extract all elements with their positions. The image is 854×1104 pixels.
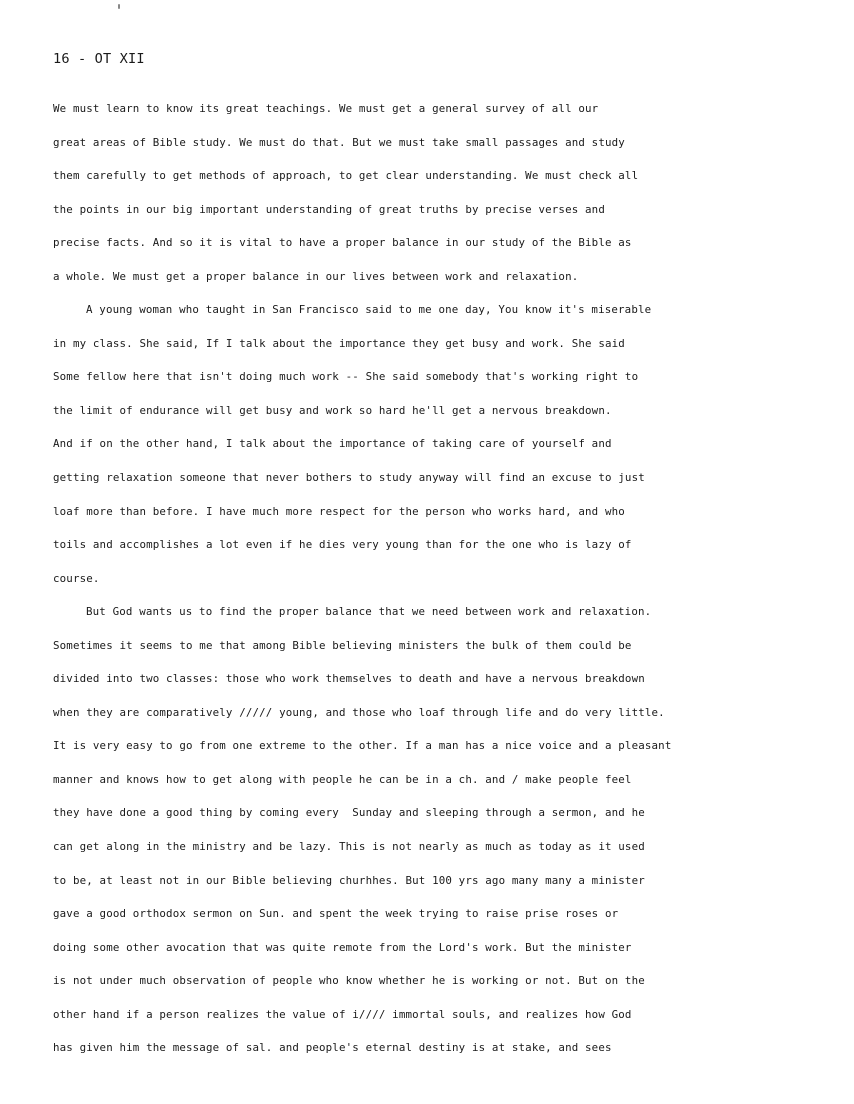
text-line: toils and accomplishes a lot even if he dies very young than for the one who is lazy of [53, 538, 632, 552]
text-line: is not under much observation of people who know whether he is working or not. But on the [53, 974, 645, 988]
text-line: great areas of Bible study. We must do that. But we must take small passages and study [53, 135, 625, 149]
text-line: other hand if a person realizes the value of i//// immortal souls, and realizes how God [53, 1007, 632, 1021]
text-line: divided into two classes: those who work themselves to death and have a nervous breakdown [53, 672, 645, 686]
body-text [53, 97, 853, 1070]
text-line: loaf more than before. I have much more respect for the person who works hard, and who [53, 504, 625, 518]
text-line: when they are comparatively ///// young, and those who loaf through life and do very little. [53, 705, 665, 719]
text-line: can get along in the ministry and be lazy. This is not nearly as much as today as it used [53, 840, 645, 854]
text-line: to be, at least not in our Bible believing churhhes. But 100 yrs ago many many a minister [53, 873, 645, 887]
paragraph-start-line: But God wants us to find the proper balance that we need between work and relaxation. [86, 605, 652, 619]
text-line: manner and knows how to get along with people he can be in a ch. and / make people feel [53, 772, 632, 786]
text-line: precise facts. And so it is vital to have a proper balance in our study of the Bible as [53, 236, 632, 250]
text-line: course. [53, 571, 100, 585]
text-line: in my class. She said, If I talk about the importance they get busy and work. She said [53, 336, 625, 350]
text-line: has given him the message of sal. and people's eternal destiny is at stake, and sees [53, 1041, 612, 1055]
text-line: It is very easy to go from one extreme to the other. If a man has a nice voice and a pleasant [53, 739, 672, 753]
text-line: Sometimes it seems to me that among Bible believing ministers the bulk of them could be [53, 638, 632, 652]
text-line: doing some other avocation that was quite remote from the Lord's work. But the minister [53, 940, 632, 954]
text-line: And if on the other hand, I talk about the importance of taking care of yourself and [53, 437, 612, 451]
text-line: a whole. We must get a proper balance in our lives between work and relaxation. [53, 269, 579, 283]
text-line: the limit of endurance will get busy and work so hard he'll get a nervous breakdown. [53, 403, 612, 417]
text-line: the points in our big important understanding of great truths by precise verses and [53, 202, 605, 216]
text-line: getting relaxation someone that never bothers to study anyway will find an excuse to just [53, 471, 645, 485]
text-line: them carefully to get methods of approach, to get clear understanding. We must check all [53, 169, 639, 183]
text-line: Some fellow here that isn't doing much work -- She said somebody that's working right to [53, 370, 639, 384]
text-line: they have done a good thing by coming every Sunday and sleeping through a sermon, and he [53, 806, 645, 820]
text-line: gave a good orthodox sermon on Sun. and spent the week trying to raise prise roses or [53, 907, 619, 921]
paper-speck [118, 4, 120, 9]
text-line: We must learn to know its great teachings. We must get a general survey of all our [53, 102, 599, 115]
page-header: 16 - OT XII [53, 51, 145, 67]
paragraph-start-line: A young woman who taught in San Francisco said to me one day, You know it's miserable [86, 303, 652, 317]
